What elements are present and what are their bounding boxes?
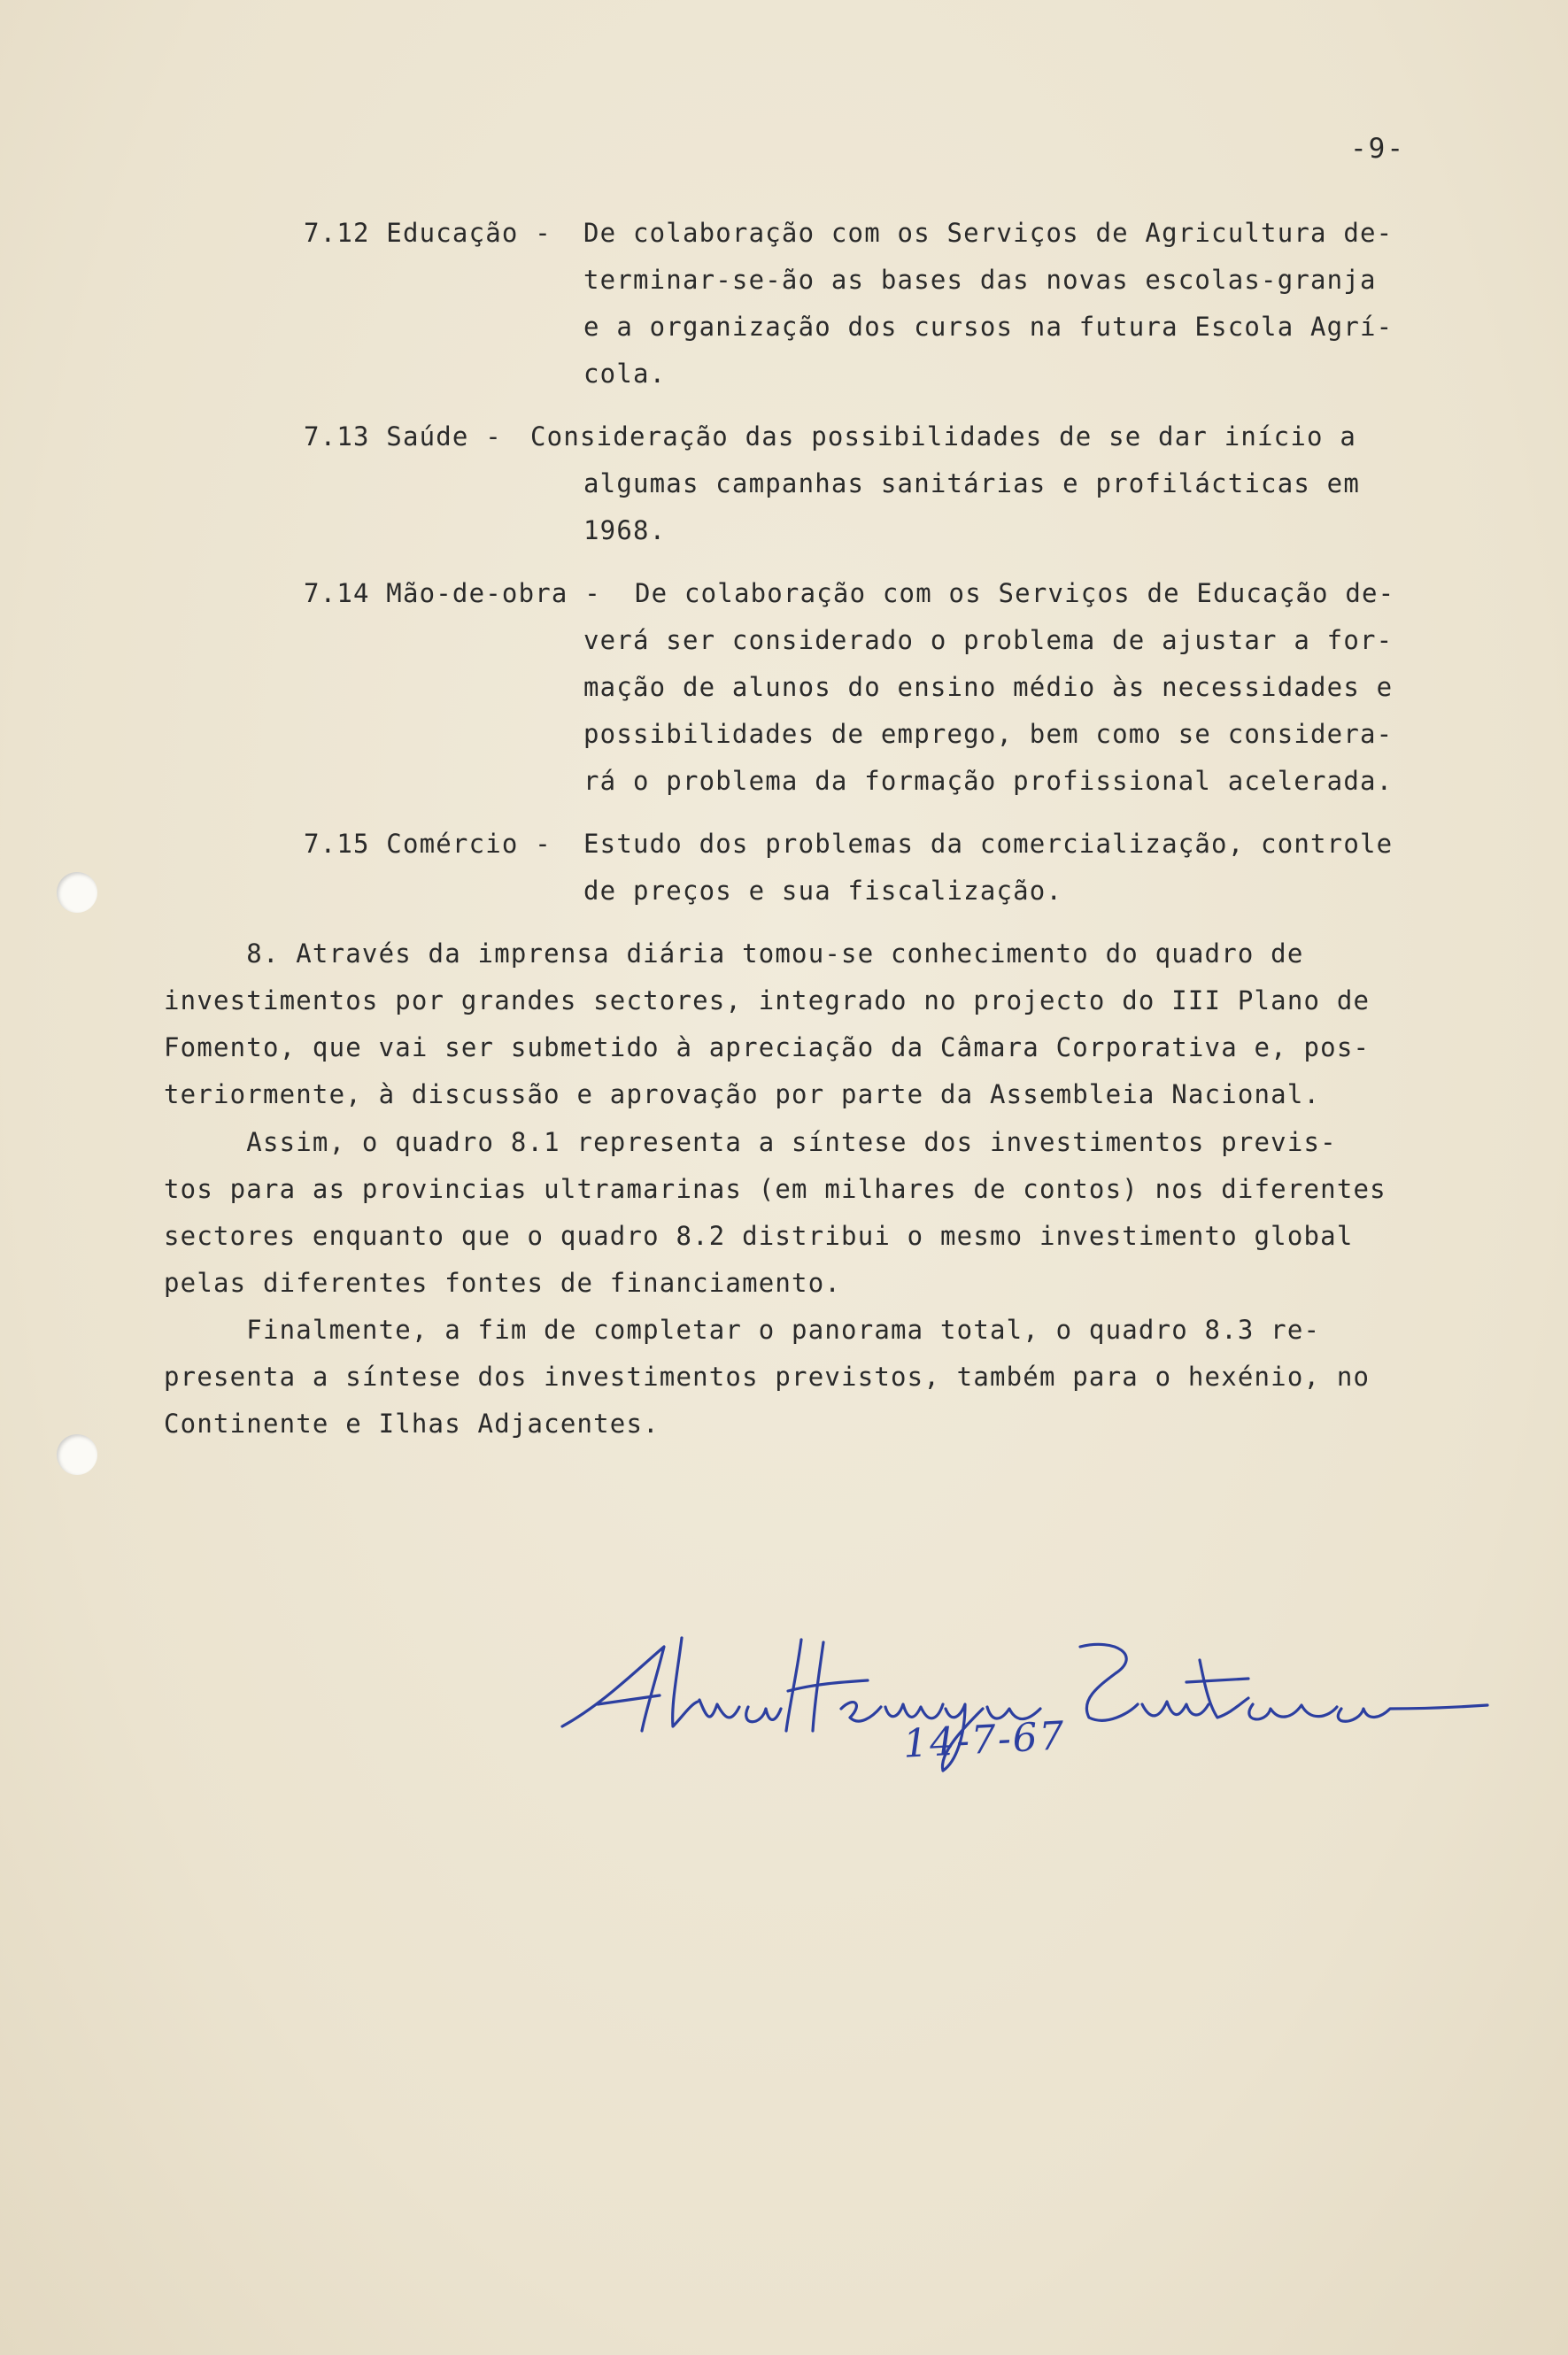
section-line: Consideração das possibilidades de se dar início a: [530, 421, 1356, 452]
section-line: e a organização dos cursos na futura Escola Agrí-: [583, 312, 1394, 342]
paragraph-line: pelas diferentes fontes de financiamento.: [164, 1268, 842, 1298]
section-label: 7.15 Comércio -: [304, 829, 568, 859]
paragraph-line: Continente e Ilhas Adjacentes.: [164, 1409, 660, 1439]
section-line: 1968.: [583, 515, 667, 545]
section-line: algumas campanhas sanitárias e profilácticas em: [583, 468, 1360, 498]
page-number: -9-: [1350, 133, 1405, 165]
paragraph-line: investimentos por grandes sectores, integrado no projecto do III Plano de: [164, 985, 1371, 1015]
section-line: possibilidades de emprego, bem como se considera-: [583, 719, 1394, 749]
paragraph-line: Assim, o quadro 8.1 representa a síntese dos investimentos previs-: [164, 1127, 1337, 1157]
section-label: 7.12 Educação -: [304, 218, 568, 248]
section-line: mação de alunos do ensino médio às necessidades e: [583, 672, 1394, 702]
paragraph-line: presenta a síntese dos investimentos previstos, também para o hexénio, no: [164, 1362, 1371, 1392]
section-line: de preços e sua fiscalização.: [583, 876, 1063, 906]
section-line: terminar-se-ão as bases das novas escolas-granja: [583, 265, 1377, 295]
section-label: 7.14 Mão-de-obra -: [304, 578, 618, 608]
section-line: cola.: [583, 359, 667, 389]
paragraph-line: tos para as provincias ultramarinas (em milhares de contos) nos diferentes: [164, 1174, 1386, 1204]
signature-date: 14-7-67: [901, 1713, 1067, 1767]
paragraph-line: Fomento, que vai ser submetido à apreciação da Câmara Corporativa e, pos-: [164, 1032, 1371, 1062]
handwritten-signature: [549, 1620, 1505, 1797]
paragraph-line: 8. Através da imprensa diária tomou-se conhecimento do quadro de: [164, 938, 1304, 969]
paragraph-line: teriormente, à discussão e aprovação por parte da Assembleia Nacional.: [164, 1079, 1321, 1109]
section-line: Estudo dos problemas da comercialização, controle: [583, 829, 1394, 859]
section-line: rá o problema da formação profissional acelerada.: [583, 766, 1394, 796]
punch-hole-bottom: [57, 1434, 97, 1475]
punch-hole-top: [57, 872, 97, 913]
section-line: De colaboração com os Serviços de Agricultura de-: [583, 218, 1394, 248]
paragraph-line: Finalmente, a fim de completar o panorama total, o quadro 8.3 re-: [164, 1315, 1321, 1345]
section-label: 7.13 Saúde -: [304, 421, 519, 452]
paragraph-line: sectores enquanto que o quadro 8.2 distribui o mesmo investimento global: [164, 1221, 1354, 1251]
section-line: De colaboração com os Serviços de Educação de-: [635, 578, 1395, 608]
section-line: verá ser considerado o problema de ajustar a for-: [583, 625, 1394, 655]
